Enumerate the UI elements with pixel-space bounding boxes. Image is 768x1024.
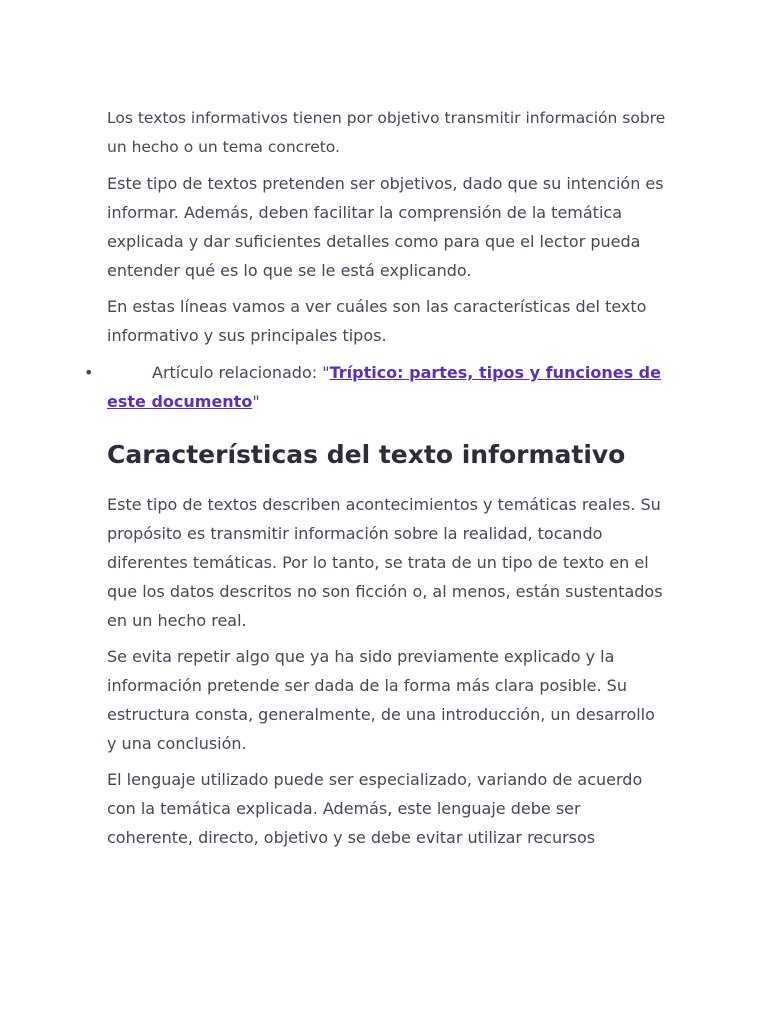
intro-paragraph-3: En estas líneas vamos a ver cuáles son las características del texto informativo y sus principales tipos.: [107, 297, 647, 345]
section-paragraph-3: El lenguaje utilizado puede ser especializado, variando de acuerdo con la temática explicada. Además, este lenguaje debe ser coherente, directo, objetivo y se debe evitar utilizar recursos: [107, 770, 643, 847]
intro-paragraph-1: Los textos informativos tienen por objetivo transmitir información sobre un hecho o un tema concreto.: [107, 109, 666, 156]
article-body: [84, 104, 667, 859]
related-article-link[interactable]: Tríptico: partes, tipos y funciones de este documento: [107, 363, 661, 411]
section-paragraph-1: Este tipo de textos describen acontecimientos y temáticas reales. Su propósito es transmitir información sobre la realidad, tocando diferentes temáticas. Por lo tanto, se trata de un tipo de texto en el que los datos descritos no son ficción o, al menos, están sustentados en un hecho real.: [107, 495, 663, 630]
intro-paragraph-2: Este tipo de textos pretenden ser objetivos, dado que su intención es informar. Además, deben facilitar la comprensión de la temática explicada y dar suficientes detalles como para que el lector pueda entender qué es lo que se le está explicando.: [107, 174, 664, 280]
related-article-item: [84, 358, 667, 416]
bullet-icon: •: [84, 363, 94, 382]
related-article-suffix: ": [252, 392, 260, 411]
section-heading: Características del texto informativo: [107, 440, 626, 469]
related-article-prefix: Artículo relacionado: ": [152, 363, 330, 382]
section-paragraph-2: Se evita repetir algo que ya ha sido previamente explicado y la información pretende ser dada de la forma más clara posible. Su estructura consta, generalmente, de una introducción, un desarrollo y una conclusión.: [107, 647, 655, 753]
